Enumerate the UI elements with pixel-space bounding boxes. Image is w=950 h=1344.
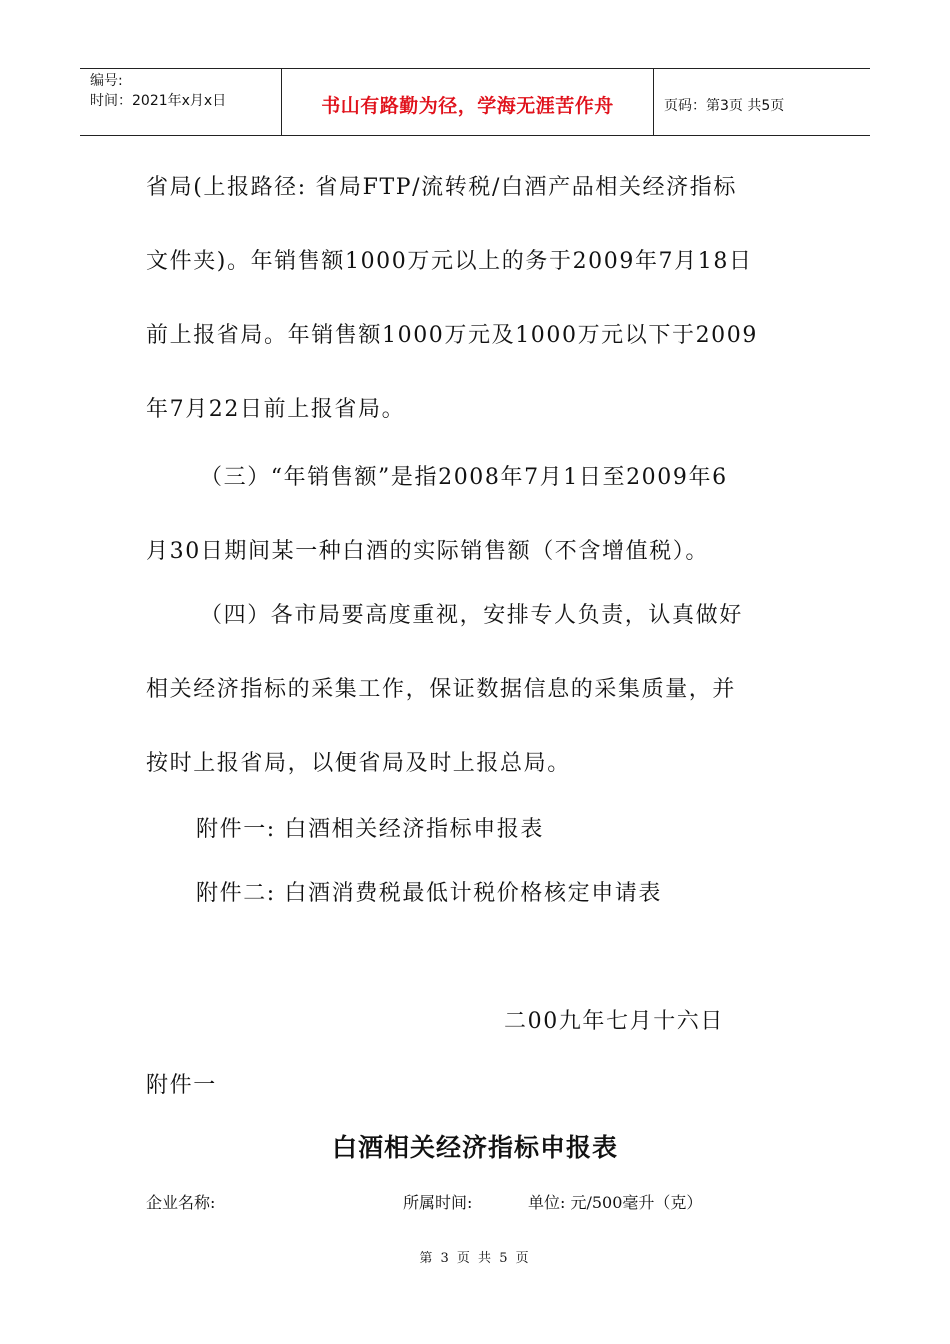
header-motto-cell [282,69,654,135]
header-page-info [654,69,870,135]
body-line: 年7月22日前上报省局。 [146,397,406,422]
form-title: 白酒相关经济指标申报表 [331,1133,618,1162]
body-line: 月30日期间某一种白酒的实际销售额（不含增值税）。 [146,539,709,564]
document-date: 二00九年七月十六日 [504,1009,724,1034]
company-name-label: 企业名称: [146,1193,216,1212]
header-page-number: 页码：第3页 共5页 [664,98,785,114]
attachment-label: 附件一 [146,1073,217,1098]
unit-label: 单位: 元/500毫升（克） [528,1193,703,1212]
attachment-one-line: 附件一: 白酒相关经济指标申报表 [196,817,545,842]
body-line: 前上报省局。年销售额1000万元及1000万元以下于2009 [146,323,758,348]
body-line: 相关经济指标的采集工作，保证数据信息的采集质量，并 [146,677,737,702]
period-label: 所属时间: [403,1193,473,1212]
document-time: 时间：2021年x月x日 [90,93,227,109]
page-header [80,68,870,136]
document-number-label: 编号: [90,73,123,89]
header-meta [80,69,282,135]
body-line: 文件夹)。年销售额1000万元以上的务于2009年7月18日 [146,249,753,274]
attachment-two-line: 附件二: 白酒消费税最低计税价格核定申请表 [196,881,663,906]
body-paragraph-three: （三）“年销售额”是指2008年7月1日至2009年6 [200,465,728,490]
body-line: 省局(上报路径: 省局FTP/流转税/白酒产品相关经济指标 [146,175,737,200]
body-paragraph-four: （四）各市局要高度重视，安排专人负责，认真做好 [200,603,743,628]
page-footer: 第 3 页 共 5 页 [419,1251,531,1266]
header-motto: 书山有路勤为径，学海无涯苦作舟 [321,94,614,117]
body-line: 按时上报省局，以便省局及时上报总局。 [146,751,571,776]
